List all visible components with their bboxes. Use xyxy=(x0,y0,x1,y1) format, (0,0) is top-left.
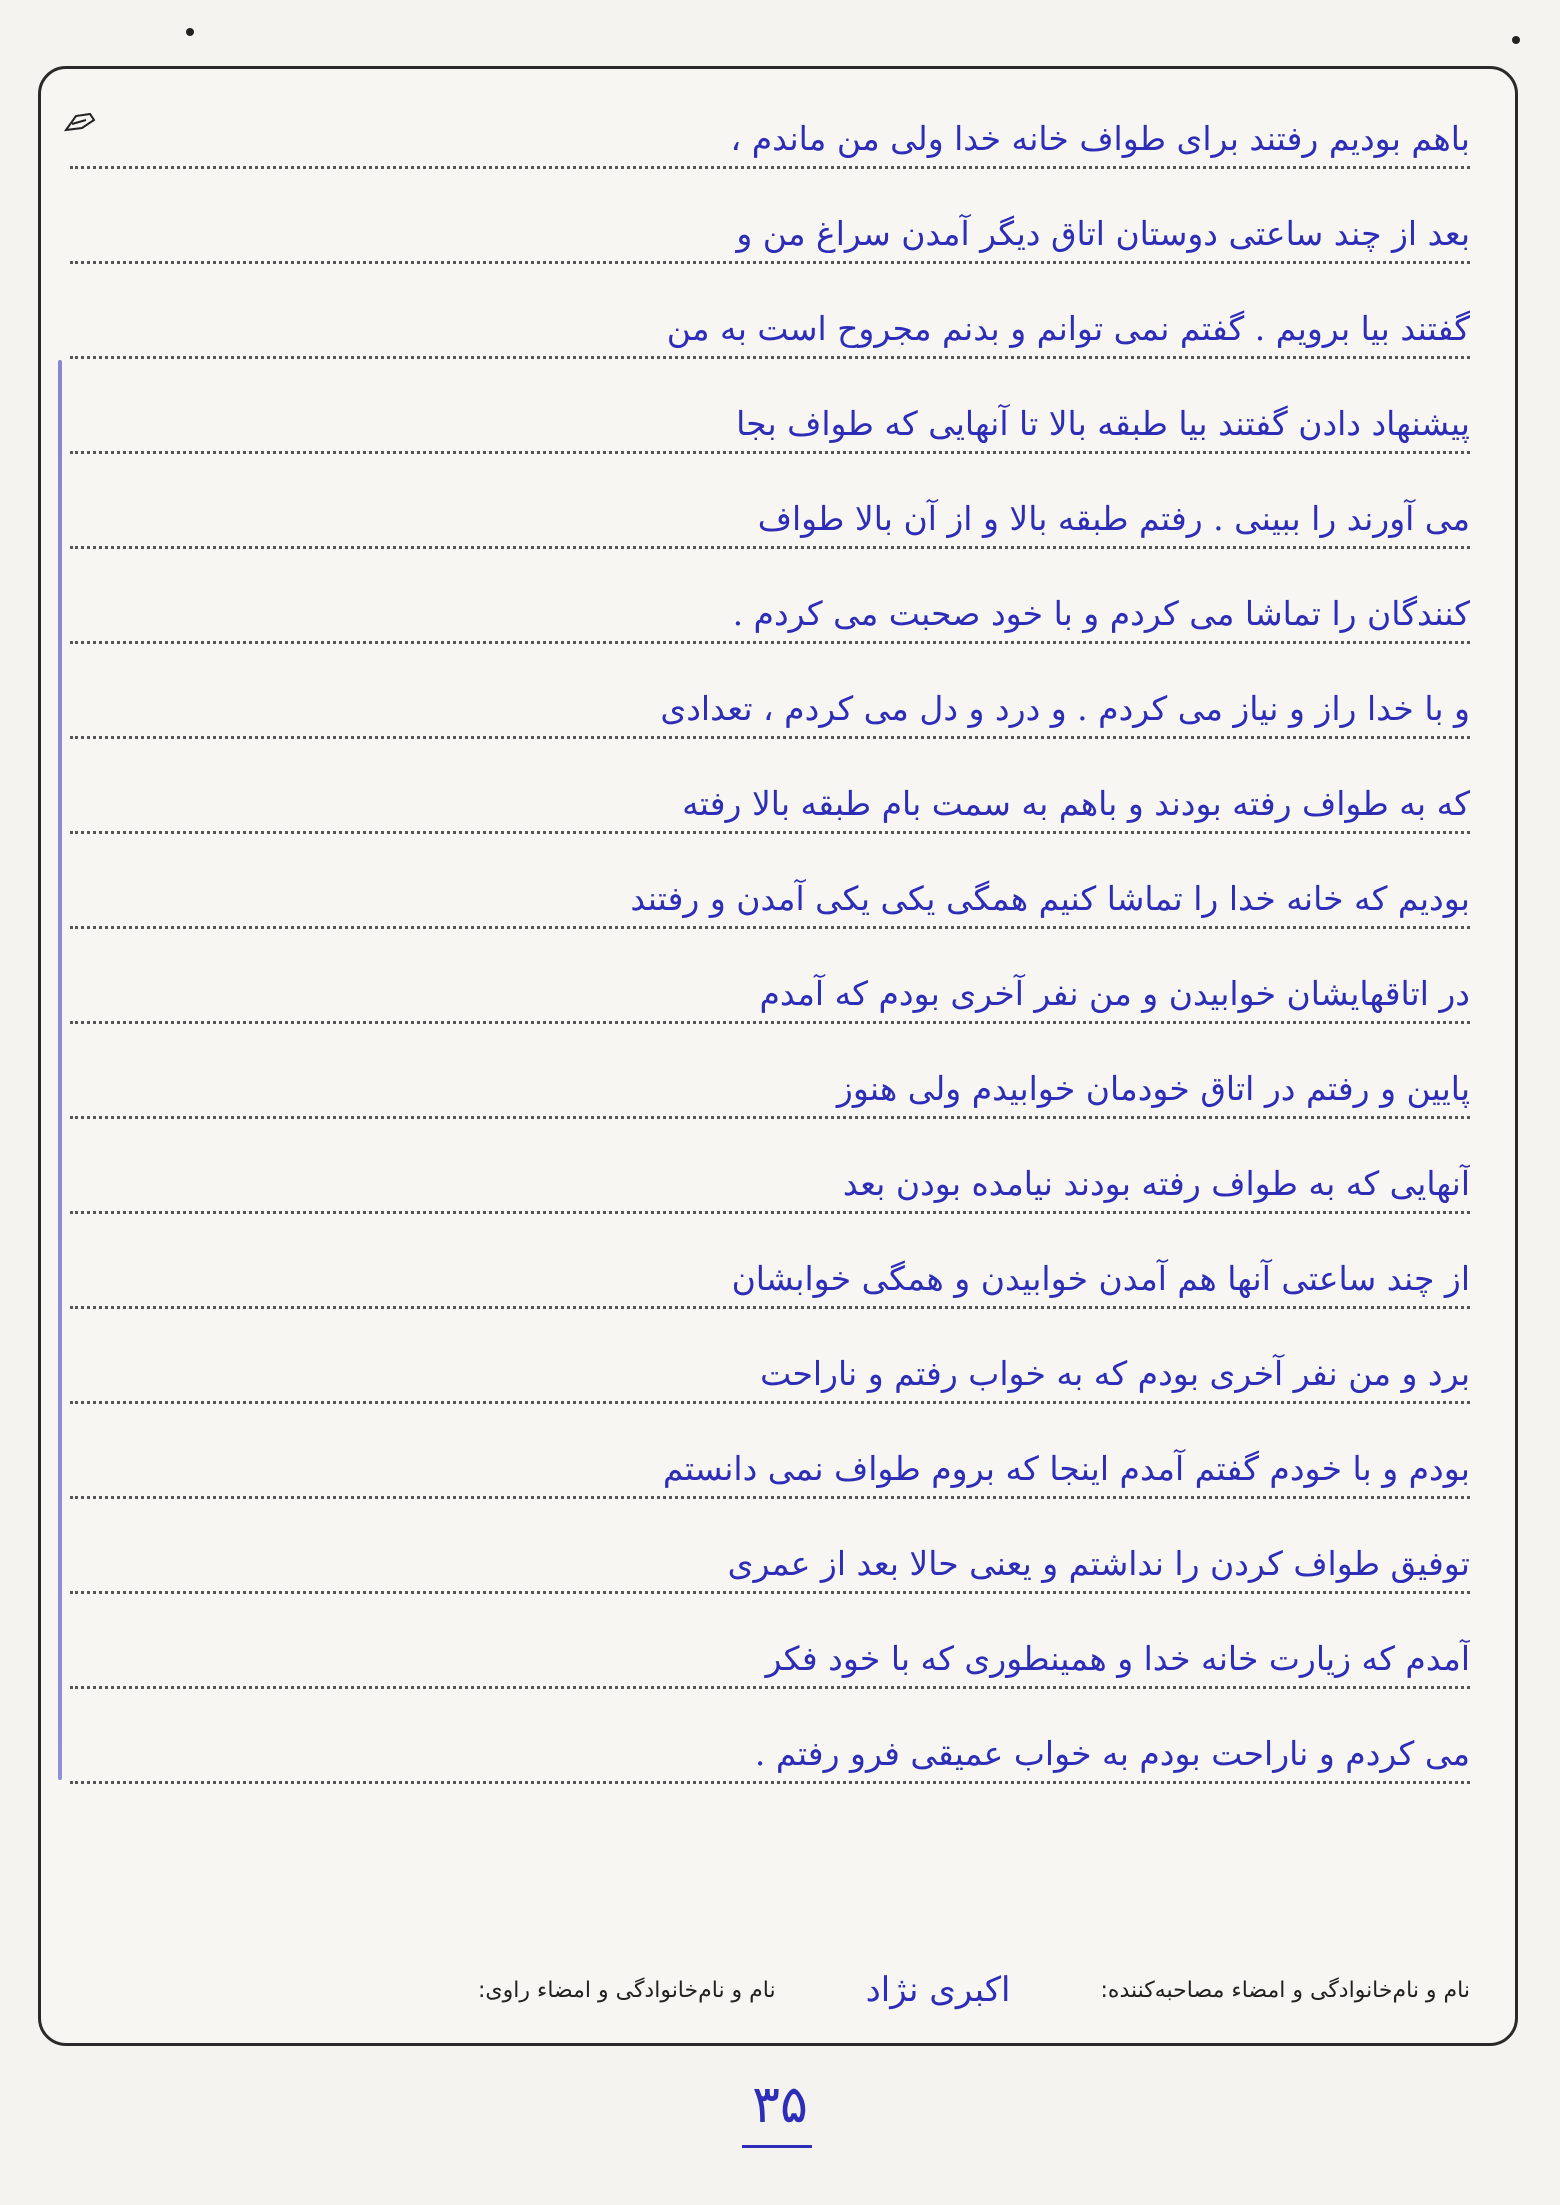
text-line: آنهایی که به طواف رفته بودند نیامده بودن بعد xyxy=(70,1119,1470,1214)
text-line: می آورند را ببینی . رفتم طبقه بالا و از آن بالا طواف xyxy=(70,454,1470,549)
text-line: آمدم که زیارت خانه خدا و همینطوری که با خود فکر xyxy=(70,1594,1470,1689)
signature-footer xyxy=(70,1970,1470,2010)
text-line: از چند ساعتی آنها هم آمدن خوابیدن و همگی خوابشان xyxy=(70,1214,1470,1309)
text-line: گفتند بیا برویم . گفتم نمی توانم و بدنم مجروح است به من xyxy=(70,264,1470,359)
page-number: ۳۵ xyxy=(752,2075,808,2135)
text-line: و با خدا راز و نیاز می کردم . و درد و دل می کردم ، تعدادی xyxy=(70,644,1470,739)
text-line: برد و من نفر آخری بودم که به خواب رفتم و ناراحت xyxy=(70,1309,1470,1404)
text-line: کنندگان را تماشا می کردم و با خود صحبت می کردم . xyxy=(70,549,1470,644)
handwritten-text-body xyxy=(70,100,1470,1940)
scan-dot xyxy=(1512,36,1520,44)
text-line: پایین و رفتم در اتاق خودمان خوابیدم ولی هنوز xyxy=(70,1024,1470,1119)
text-line: توفیق طواف کردن را نداشتم و یعنی حالا بعد از عمری xyxy=(70,1499,1470,1594)
text-line: می کردم و ناراحت بودم به خواب عمیقی فرو رفتم . xyxy=(70,1689,1470,1784)
narrator-label: نام و نام‌خانوادگی و امضاء راوی: xyxy=(477,1977,776,2003)
scan-dot xyxy=(186,28,194,36)
interviewer-signature: اکبری نژاد xyxy=(865,1970,1011,2010)
text-line: که به طواف رفته بودند و باهم به سمت بام طبقه بالا رفته xyxy=(70,739,1470,834)
text-line: بودم و با خودم گفتم آمدم اینجا که بروم طواف نمی دانستم xyxy=(70,1404,1470,1499)
page-number-underline xyxy=(742,2145,812,2148)
text-line: در اتاقهایشان خوابیدن و من نفر آخری بودم که آمدم xyxy=(70,929,1470,1024)
margin-pen-mark xyxy=(58,360,62,1780)
interviewer-label: نام و نام‌خانوادگی و امضاء مصاحبه‌کننده: xyxy=(1100,1977,1470,2003)
text-line: پیشنهاد دادن گفتند بیا طبقه بالا تا آنهایی که طواف بجا xyxy=(70,359,1470,454)
text-line: بعد از چند ساعتی دوستان اتاق دیگر آمدن سراغ من و xyxy=(70,169,1470,264)
text-line: باهم بودیم رفتند برای طواف خانه خدا ولی من ماندم ، xyxy=(70,100,1470,169)
text-line: بودیم که خانه خدا را تماشا کنیم همگی یکی یکی آمدن و رفتند xyxy=(70,834,1470,929)
